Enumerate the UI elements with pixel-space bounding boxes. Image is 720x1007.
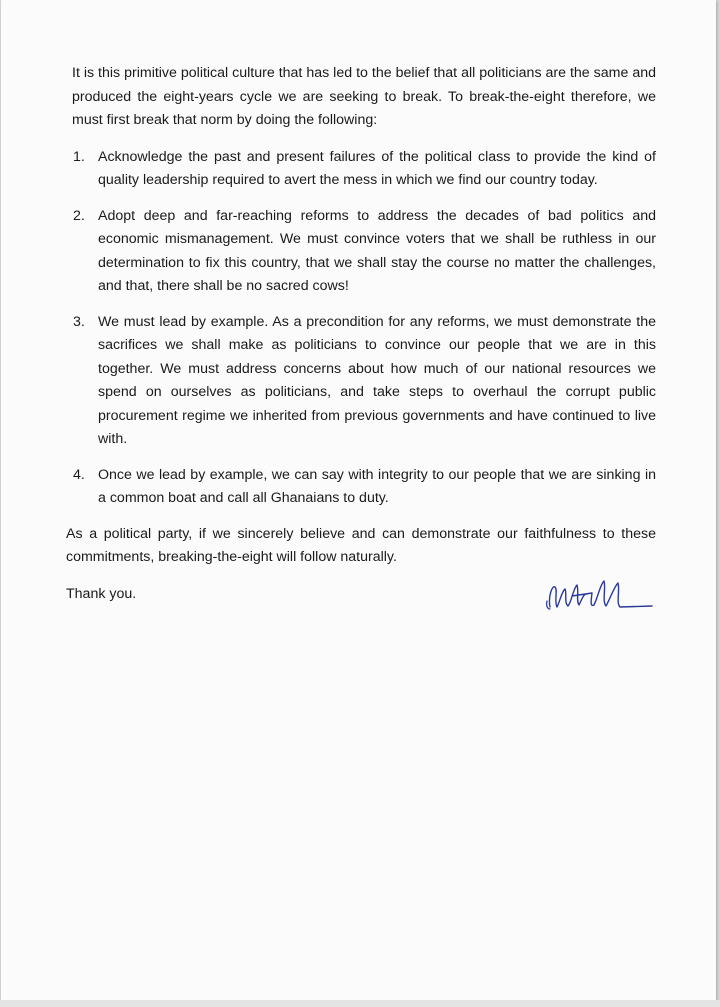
list-item (66, 464, 656, 511)
list-item-text: We must lead by example. As a precondition for any reforms, we must demonstrate the sacrifices we shall make as politicians to convince our people that we are in this together. We must address concerns about how much of our national resources we spend on ourselves as politicians, and take steps to overhaul the corrupt public procurement regime we inherited from previous governments and have continued to live with. (98, 313, 656, 447)
numbered-list (66, 146, 656, 511)
conclusion-paragraph: As a political party, if we sincerely believe and can demonstrate our faithfulness to these commitments, breaking-the-eight will follow naturally. (66, 525, 656, 565)
closing-row (66, 583, 656, 643)
list-item-number: 2. (73, 207, 85, 224)
list-item (66, 146, 656, 193)
handwritten-signature (544, 571, 654, 619)
list-item-number: 1. (73, 148, 85, 165)
letter-body (66, 62, 656, 643)
list-item-text: Acknowledge the past and present failures of the political class to provide the kind of quality leadership required to avert the mess in which we find our country today. (98, 148, 656, 188)
closing-text: Thank you. (66, 585, 137, 602)
list-item (66, 205, 656, 299)
intro-paragraph: It is this primitive political culture that has led to the belief that all politicians are the same and produced the eight-years cycle we are seeking to break. To break-the-eight therefore, we must first break that norm by doing the following: (72, 65, 656, 128)
list-item-text: Once we lead by example, we can say with integrity to our people that we are sinking in a common boat and call all Ghanaians to duty. (98, 466, 656, 506)
list-item-number: 3. (73, 313, 85, 330)
list-item (66, 311, 656, 452)
letter-page (1, 0, 716, 1000)
list-item-text: Adopt deep and far-reaching reforms to address the decades of bad politics and economic mismanagement. We must convince voters that we shall be ruthless in our determination to fix this country, that we shall stay the course no matter the challenges, and that, there shall be no sacred cows! (98, 207, 656, 294)
page-edge (0, 1000, 720, 1007)
list-item-number: 4. (73, 466, 85, 483)
